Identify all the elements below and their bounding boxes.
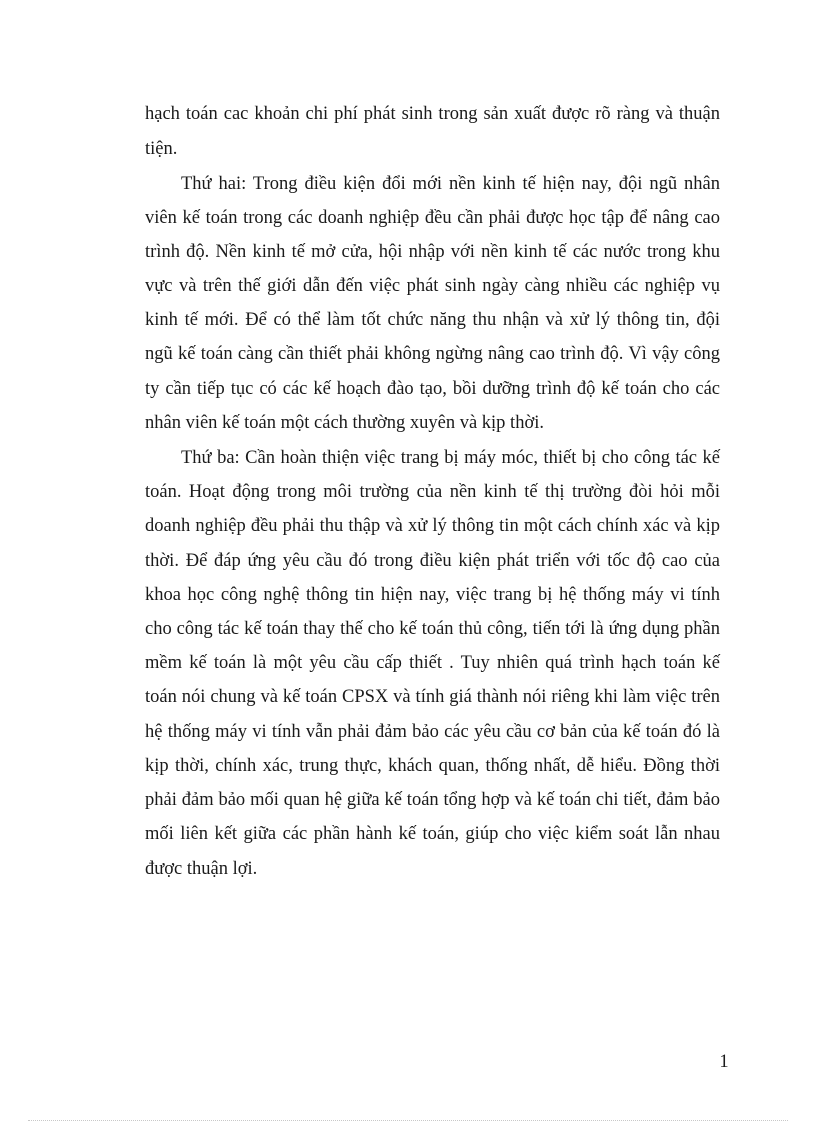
text-line: toán. Hoạt động trong môi trường của nền kinh tế thị trường đòi hỏi mỗi [145,482,720,502]
text-line: doanh nghiệp đều phải thu thập và xử lý thông tin một cách chính xác và kịp [145,516,720,536]
text-line: cho công tác kế toán thay thế cho kế toán thủ công, tiến tới là ứng dụng phần [145,619,720,639]
text-line: mối liên kết giữa các phần hành kế toán, giúp cho việc kiểm soát lẫn nhau [145,824,720,844]
text-line: vực và trên thế giới dẫn đến việc phát sinh ngày càng nhiều các nghiệp vụ [145,276,720,296]
text-line: thời. Để đáp ứng yêu cầu đó trong điều kiện phát triển với tốc độ cao của [145,551,720,571]
text-line: Thứ ba: Cần hoàn thiện việc trang bị máy móc, thiết bị cho công tác kế [181,448,720,468]
text-line: nhân viên kế toán một cách thường xuyên và kịp thời. [145,413,544,433]
text-line: Thứ hai: Trong điều kiện đổi mới nền kinh tế hiện nay, đội ngũ nhân [181,174,720,194]
text-line: viên kế toán trong các doanh nghiệp đều cần phải được học tập để nâng cao [145,208,720,228]
text-line: tiện. [145,139,178,159]
text-line: khoa học công nghệ thông tin hiện nay, việc trang bị hệ thống máy vi tính [145,585,720,605]
text-line: ngũ kế toán càng cần thiết phải không ngừng nâng cao trình độ. Vì vậy công [145,344,720,364]
text-line: ty cần tiếp tục có các kế hoạch đào tạo, bồi dưỡng trình độ kế toán cho các [145,379,720,399]
text-line: kinh tế mới. Để có thể làm tốt chức năng thu nhận và xử lý thông tin, đội [145,310,720,330]
page-bottom-divider [28,1120,788,1121]
text-line: hạch toán cac khoản chi phí phát sinh trong sản xuất được rõ ràng và thuận [145,104,720,124]
text-line: phải đảm bảo mối quan hệ giữa kế toán tổng hợp và kế toán chi tiết, đảm bảo [145,790,720,810]
text-line: trình độ. Nền kinh tế mở cửa, hội nhập với nền kinh tế các nước trong khu [145,242,720,262]
page-number: 1 [719,1052,729,1072]
text-line: kịp thời, chính xác, trung thực, khách quan, thống nhất, dễ hiểu. Đồng thời [145,756,720,776]
text-line: hệ thống máy vi tính vẫn phải đảm bảo các yêu cầu cơ bản của kế toán đó là [145,722,720,742]
text-line: mềm kế toán là một yêu cầu cấp thiết . Tuy nhiên quá trình hạch toán kế [145,653,720,673]
text-line: được thuận lợi. [145,859,258,879]
text-line: toán nói chung và kế toán CPSX và tính giá thành nói riêng khi làm việc trên [145,687,720,707]
